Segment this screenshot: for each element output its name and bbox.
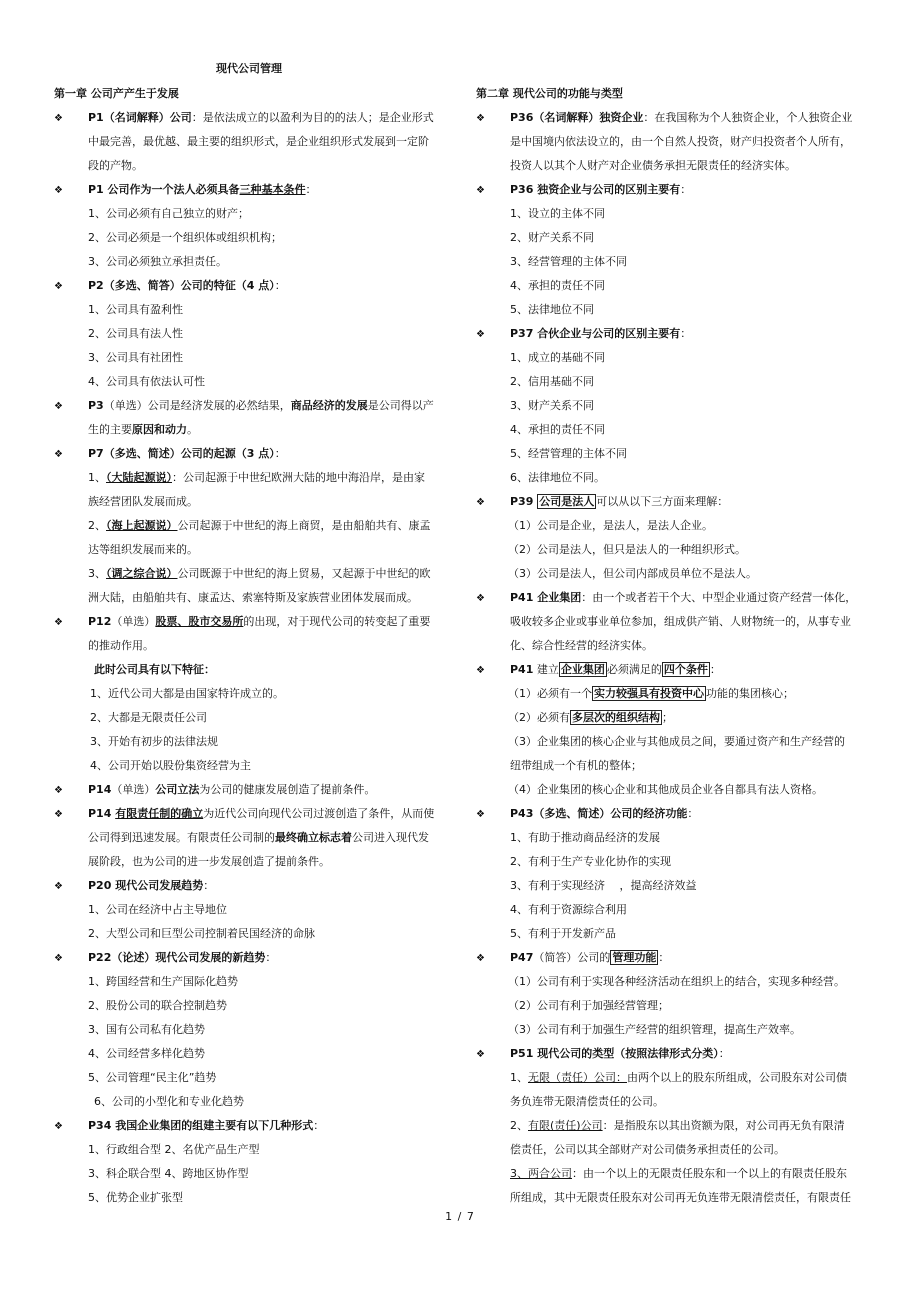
bullet-icon: ❖ <box>54 953 63 964</box>
list-item: ❖ P34 我国企业集团的组建主要有以下几种形式： <box>54 1114 446 1138</box>
list-item: ❖ P14（单选）公司立法为公司的健康发展创造了提前条件。 <box>54 778 446 802</box>
list-item: ❖ P37 合伙企业与公司的区别主要有： <box>476 322 868 346</box>
bullet-icon: ❖ <box>54 617 63 628</box>
list-item: ❖ P47（简答）公司的 管理功能 ： <box>476 946 868 970</box>
chapter-heading: 第二章 现代公司的功能与类型 <box>476 87 623 100</box>
bullet-icon: ❖ <box>476 809 485 820</box>
bullet-icon: ❖ <box>54 185 63 196</box>
list-item: ❖ P41 建立 企业集团 必须满足的 四个条件 ： <box>476 658 868 682</box>
bullet-icon: ❖ <box>54 401 63 412</box>
list-item: ❖ P41 企业集团：由一个或者若干个大、中型企业通过资产经营一体化， <box>476 586 868 610</box>
bullet-icon: ❖ <box>476 593 485 604</box>
list-item: ❖ P12（单选）股票、股市交易所的出现，对于现代公司的转变起了重要 <box>54 610 446 634</box>
bullet-icon: ❖ <box>476 953 485 964</box>
list-item: ❖ P36（名词解释）独资企业：在我国称为个人独资企业，个人独资企业 <box>476 106 868 130</box>
document-title: 现代公司管理 <box>216 62 282 75</box>
bullet-icon: ❖ <box>54 113 63 124</box>
list-item: ❖ P51 现代公司的类型（按照法律形式分类）： <box>476 1042 868 1066</box>
bullet-icon: ❖ <box>54 785 63 796</box>
bullet-icon: ❖ <box>476 113 485 124</box>
right-column: 第二章 现代公司的功能与类型 ❖ P36（名词解释）独资企业：在我国称为个人独资企业，个人独资企业 是中国境内依法设立的，由一个自然人投资，财产归投资者个人所有， 投资人以其个人财产对企业债务承担无限责任的经济实体。 ❖ P36 独资企业与公司的区别主要有： 1、设立的主体不同 2、财产关系不同 3、经营管理的主体不同 4、承担的责任不同 5、法律地位不同 ❖ P37 合伙企业与公司的区别主要有： 1、成立的基础不同 2、信用基础不同 3、财产关系不同 4、承担的责任不同 5、经营管理的主体不同 6、法律地位不同。 ❖ P39 公司是法人 可以从以下三方面来理解： （1）公司是企业，是法人，是法人企业。 （2）公司是法人，但只是法人的一种组织形式。 （3）公司是法人，但公司内部成员单位不是法人。 ❖ P41 企业集团：由一个或者若干个大、中型企业通过资产经营一体化， 吸收较多企业或事业单位参加，组成供产销、人财物统一的，从事专业 化、综合性经营的经济实体。 ❖ P41 建立 企业集团 必须满足的 四个条件 ： （1）必须有一个 实力较强具有投资中心 功能的集团核心； （2）必须有 多层次的组织结构 ； （3）企业集团的核心企业与其他成员之间，要通过资产和生产经营的 纽带组成一个有机的整体； （4）企业集团的核心企业和其他成员企业各自都具有法人资格。 ❖ P43（多选、简述）公司的经济功能： 1、有助于推动商品经济的发展 2、有利于生产专业化协作的实现 3、有利于实现经济 ，提高经济效益 4、有利于资源综合利用 5、有利于开发新产品 ❖ P47（简答）公司的 管理功能 ： （1）公司有利于实现各种经济活动在组织上的结合，实现多种经营。 （2）公司有利于加强经营管理； （3）公司有利于加强生产经营的组织管理，提高生产效率。 ❖ P51 现代公司的类型（按照法律形式分类）： 1、无限（责任）公司：由两个以上的股东所组成，公司股东对公司债 务负连带无限清偿责任的公司。 2、有限(责任)公司：是指股东以其出资额为限，对公司再无负有限清 偿责任，公司以其全部财产对公司债务承担责任的公司。 3、两合公司：由一个以上的无限责任股东和一个以上的有限责任股东 所组成，其中无限责任股东对公司再无负连带无限清偿责任，有限责任 <box>476 82 868 1210</box>
bullet-icon: ❖ <box>476 329 485 340</box>
list-item: ❖ P14 有限责任制的确立为近代公司向现代公司过渡创造了条件，从而使 <box>54 802 446 826</box>
list-item: ❖ P39 公司是法人 可以从以下三方面来理解： <box>476 490 868 514</box>
list-item: ❖ P1（名词解释）公司：是依法成立的以盈利为目的的法人；是企业形式 <box>54 106 446 130</box>
list-item: ❖ P2（多选、简答）公司的特征（4 点）： <box>54 274 446 298</box>
bullet-icon: ❖ <box>476 185 485 196</box>
list-item: ❖ P1 公司作为一个法人必须具备三种基本条件： <box>54 178 446 202</box>
bullet-icon: ❖ <box>54 1121 63 1132</box>
bullet-icon: ❖ <box>54 281 63 292</box>
bullet-icon: ❖ <box>476 1049 485 1060</box>
list-item: ❖ P3（单选）公司是经济发展的必然结果，商品经济的发展是公司得以产 <box>54 394 446 418</box>
list-item: ❖ P43（多选、简述）公司的经济功能： <box>476 802 868 826</box>
bullet-icon: ❖ <box>476 497 485 508</box>
list-item: ❖ P7（多选、简述）公司的起源（3 点）： <box>54 442 446 466</box>
left-column: 第一章 公司产产生于发展 ❖ P1（名词解释）公司：是依法成立的以盈利为目的的法人；是企业形式 中最完善，最优越、最主要的组织形式，是企业组织形式发展到一定阶 段的产物。 ❖ P1 公司作为一个法人必须具备三种基本条件： 1、公司必须有自己独立的财产； 2、公司必须是一个组织体或组织机构； 3、公司必须独立承担责任。 ❖ P2（多选、简答）公司的特征（4 点）： 1、公司具有盈利性 2、公司具有法人性 3、公司具有社团性 4、公司具有依法认可性 ❖ P3（单选）公司是经济发展的必然结果，商品经济的发展是公司得以产 生的主要原因和动力。 ❖ P7（多选、简述）公司的起源（3 点）： 1、（大陆起源说）：公司起源于中世纪欧洲大陆的地中海沿岸，是由家 族经营团队发展而成。 2、（海上起源说）公司起源于中世纪的海上商贸，是由船舶共有、康孟 达等组织发展而来的。 3、（调之综合说）公司既源于中世纪的海上贸易，又起源于中世纪的欧 洲大陆，由船舶共有、康孟达、索塞特斯及家族营业团体发展而成。 ❖ P12（单选）股票、股市交易所的出现，对于现代公司的转变起了重要 的推动作用。 此时公司具有以下特征： 1、近代公司大都是由国家特许成立的。 2、大都是无限责任公司 3、开始有初步的法律法规 4、公司开始以股份集资经营为主 ❖ P14（单选）公司立法为公司的健康发展创造了提前条件。 ❖ P14 有限责任制的确立为近代公司向现代公司过渡创造了条件，从而使 公司得到迅速发展。有限责任公司制的最终确立标志着公司进入现代发 展阶段，也为公司的进一步发展创造了提前条件。 ❖ P20 现代公司发展趋势： 1、公司在经济中占主导地位 2、大型公司和巨型公司控制着民国经济的命脉 ❖ P22（论述）现代公司发展的新趋势： 1、跨国经营和生产国际化趋势 2、股份公司的联合控制趋势 3、国有公司私有化趋势 4、公司经营多样化趋势 5、公司管理“民主化”趋势 6、公司的小型化和专业化趋势 ❖ P34 我国企业集团的组建主要有以下几种形式： 1、行政组合型 2、名优产品生产型 3、科企联合型 4、跨地区协作型 5、优势企业扩张型 <box>54 82 446 1210</box>
list-item: ❖ P20 现代公司发展趋势： <box>54 874 446 898</box>
page-number: 1 / 7 <box>445 1210 475 1223</box>
bullet-icon: ❖ <box>54 881 63 892</box>
bullet-icon: ❖ <box>54 809 63 820</box>
list-item: ❖ P36 独资企业与公司的区别主要有： <box>476 178 868 202</box>
list-item: ❖ P22（论述）现代公司发展的新趋势： <box>54 946 446 970</box>
bullet-icon: ❖ <box>476 665 485 676</box>
bullet-icon: ❖ <box>54 449 63 460</box>
chapter-heading: 第一章 公司产产生于发展 <box>54 87 179 100</box>
